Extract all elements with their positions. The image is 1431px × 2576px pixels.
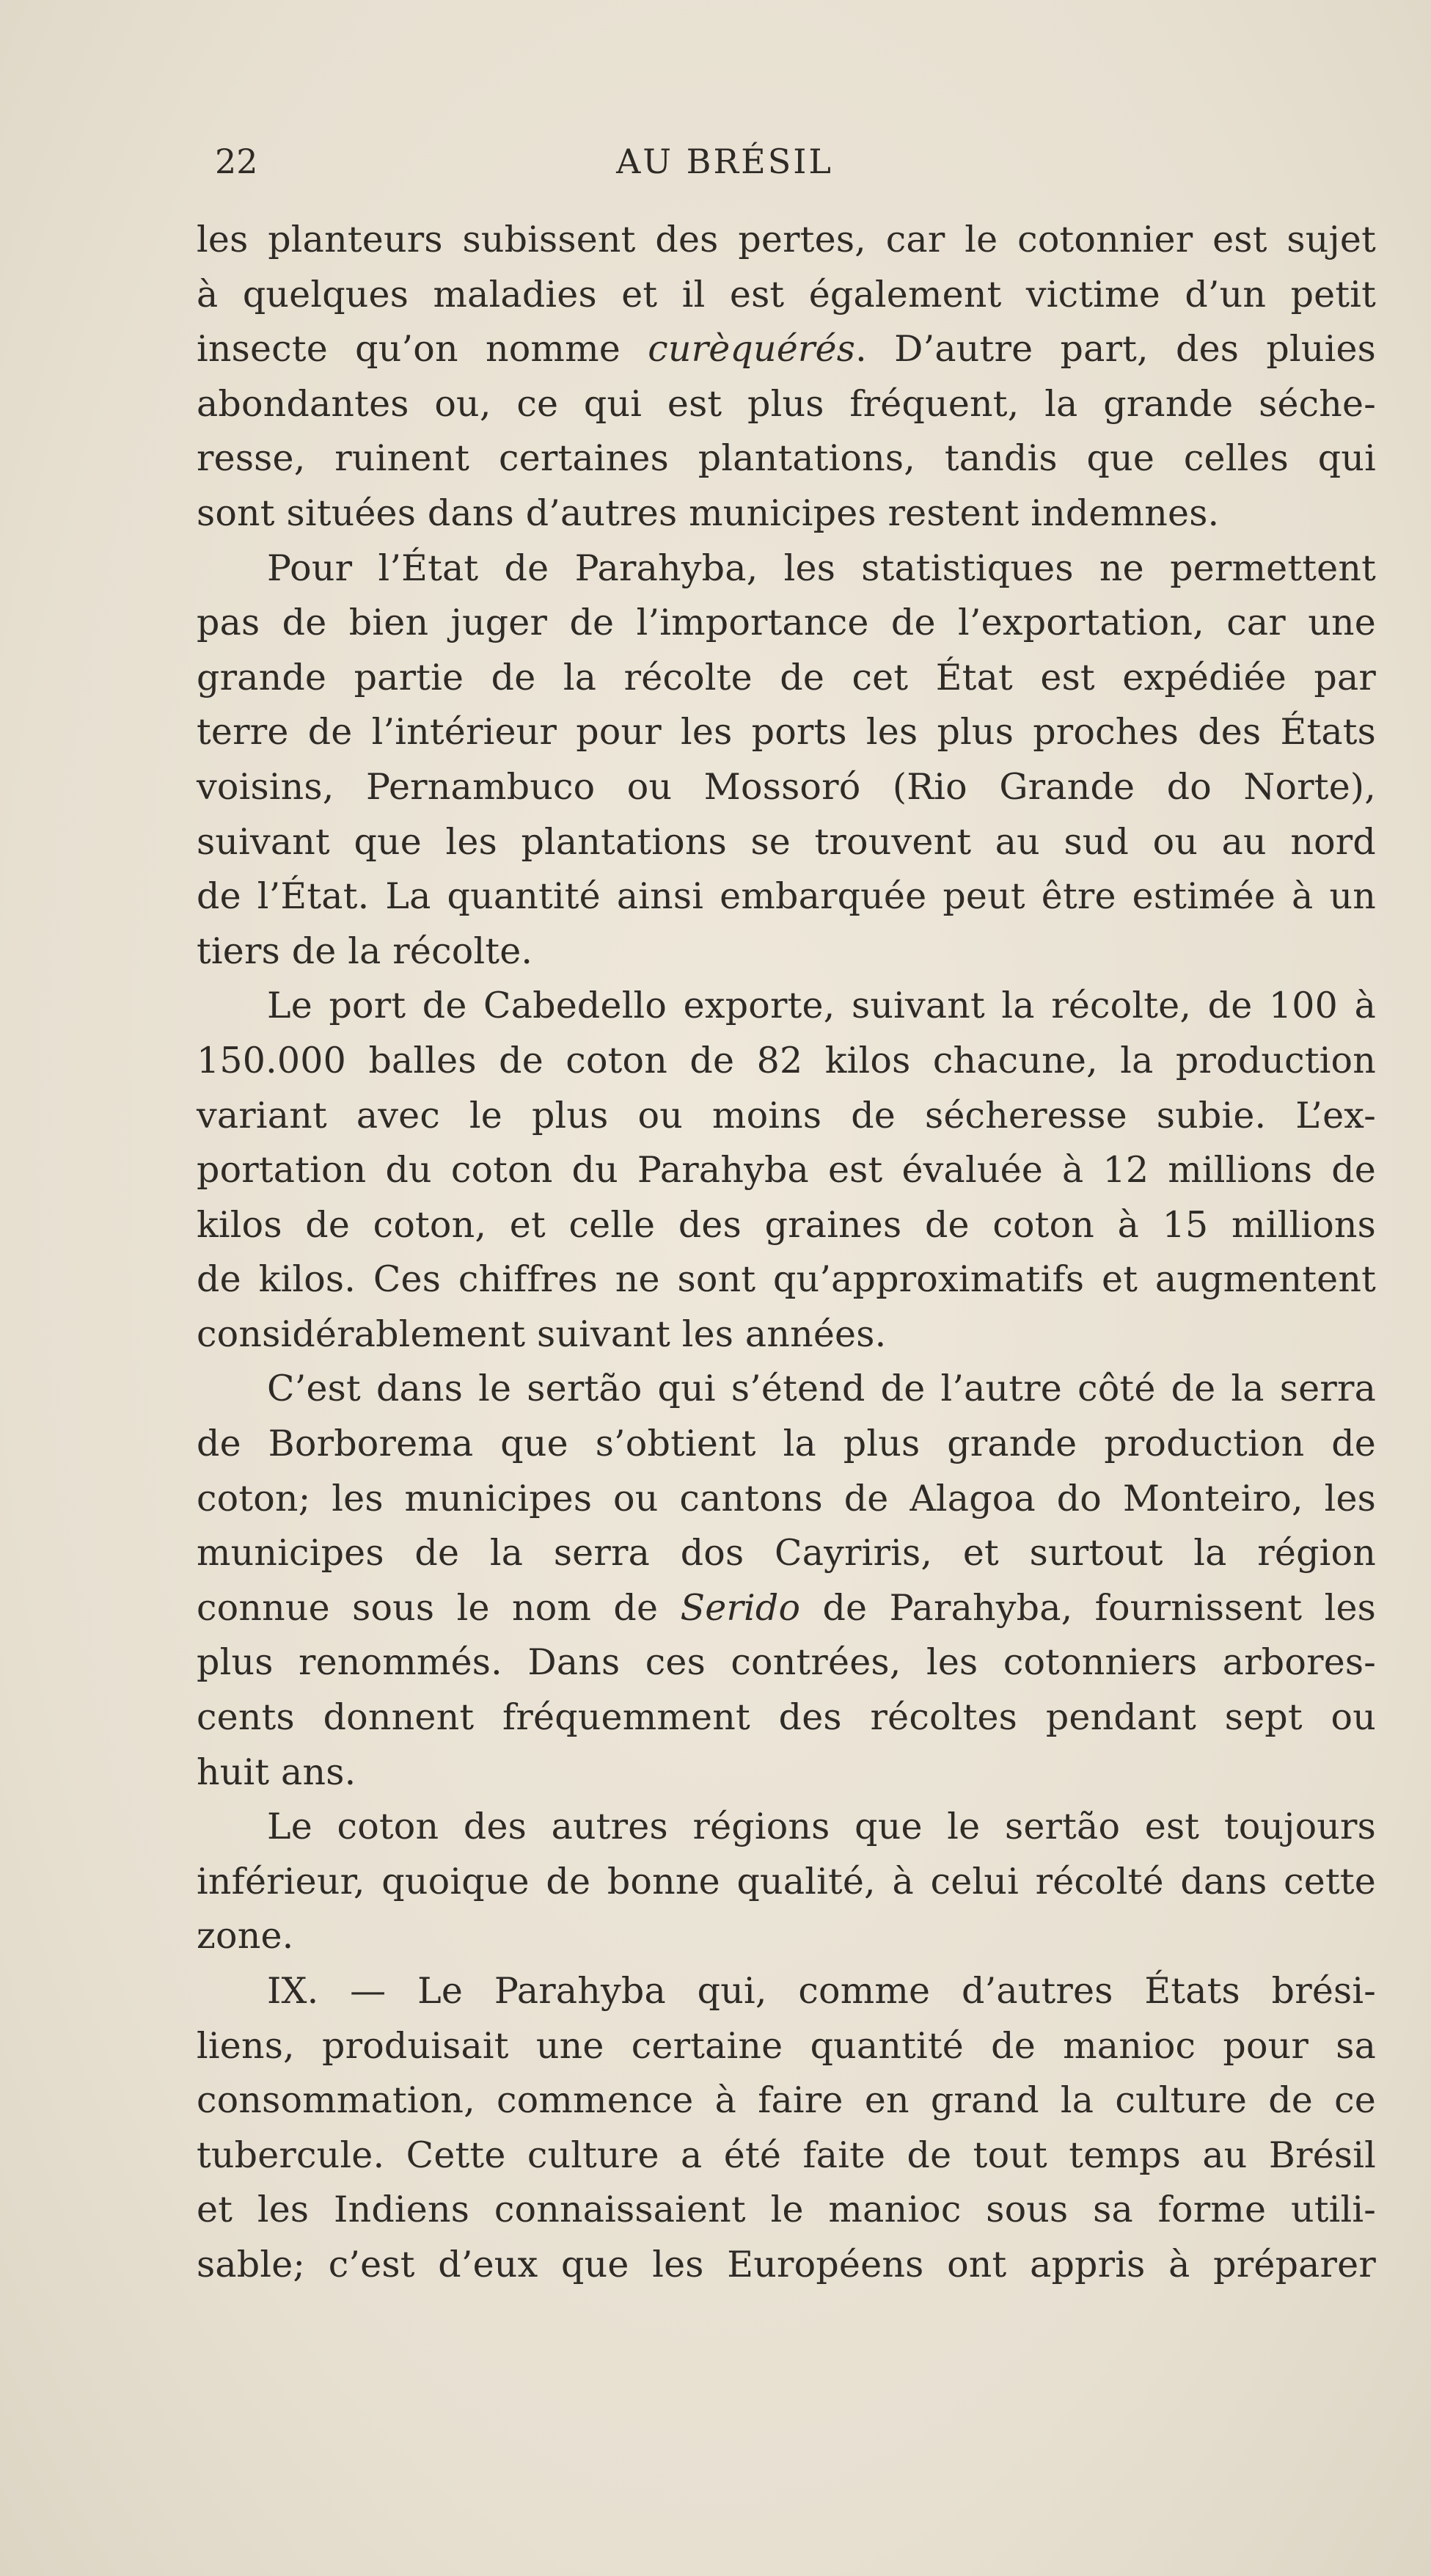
text-line: considérablement suivant les années. xyxy=(197,1313,887,1355)
text-line: resse, ruinent certaines plantations, tandis que celles qui xyxy=(197,437,1376,480)
paragraph-first-line: Le coton des autres régions que le sertão est toujours xyxy=(267,1806,1376,1848)
text-line: 150.000 balles de coton de 82 kilos chacune, la production xyxy=(197,1039,1376,1081)
paragraph-first-line: Le port de Cabedello exporte, suivant la récolte, de 100 à xyxy=(267,985,1376,1027)
text-line: municipes de la serra dos Cayriris, et surtout la région xyxy=(197,1532,1376,1575)
text-line: voisins, Pernambuco ou Mossoró (Rio Grande do Norte), xyxy=(197,765,1376,808)
page-number: 22 xyxy=(215,142,258,181)
text-line: les planteurs subissent des pertes, car le cotonnier est sujet xyxy=(197,219,1376,260)
text-line: kilos de coton, et celle des graines de coton à 15 millions xyxy=(197,1203,1376,1246)
paragraph-first-line: C’est dans le sertão qui s’étend de l’autre côté de la serra xyxy=(267,1368,1376,1410)
italic-place-name: Serido xyxy=(680,1586,801,1629)
text-line: terre de l’intérieur pour les ports les plus proches des États xyxy=(197,711,1376,754)
italic-term: curèquérés xyxy=(648,328,856,371)
paragraph-first-line: Pour l’État de Parahyba, les statistiques ne permettent xyxy=(267,547,1376,589)
text-line: plus renommés. Dans ces contrées, les cotonniers arbores- xyxy=(197,1641,1376,1684)
text-line: pas de bien juger de l’importance de l’exportation, car une xyxy=(197,602,1376,644)
text-line: sont situées dans d’autres municipes restent indemnes. xyxy=(197,492,1220,534)
body-text xyxy=(197,213,1376,2293)
text-line: grande partie de la récolte de cet État est expédiée par xyxy=(197,656,1376,698)
text-line: à quelques maladies et il est également victime d’un petit xyxy=(197,273,1376,315)
text-line: coton; les municipes ou cantons de Alagoa do Monteiro, les xyxy=(197,1477,1376,1519)
text-line: insecte qu’on nomme curèquérés. D’autre part, des pluies xyxy=(197,328,1376,371)
page-header xyxy=(197,139,1370,183)
text-line: suivant que les plantations se trouvent au sud ou au nord xyxy=(197,820,1376,863)
text-line: cents donnent fréquemment des récoltes pendant sept ou xyxy=(197,1696,1376,1739)
text-line: inférieur, quoique de bonne qualité, à celui récolté dans cette xyxy=(197,1860,1376,1902)
text-line: sable; c’est d’eux que les Européens ont appris à préparer xyxy=(197,2243,1376,2285)
text-line: abondantes ou, ce qui est plus fréquent, la grande séche- xyxy=(197,382,1376,425)
text-line: zone. xyxy=(197,1915,294,1957)
text-line: variant avec le plus ou moins de sécheresse subie. L’ex- xyxy=(197,1094,1376,1136)
text-line: de Borborema que s’obtient la plus grande production de xyxy=(197,1423,1376,1465)
text-line: de l’État. La quantité ainsi embarquée peut être estimée à un xyxy=(197,875,1376,918)
running-title: AU BRÉSIL xyxy=(616,142,833,181)
text-line: et les Indiens connaissaient le manioc sous sa forme utili- xyxy=(197,2189,1376,2231)
text-line: de kilos. Ces chiffres ne sont qu’approximatifs et augmentent xyxy=(197,1258,1376,1301)
text-line: huit ans. xyxy=(197,1751,356,1793)
section-start-line: IX. — Le Parahyba qui, comme d’autres États brési- xyxy=(267,1970,1376,2012)
text-line: tiers de la récolte. xyxy=(197,930,533,972)
text-line: consommation, commence à faire en grand la culture de ce xyxy=(197,2079,1376,2122)
text-line: connue sous le nom de Serido de Parahyba, fournissent les xyxy=(197,1586,1376,1629)
text-line: portation du coton du Parahyba est évaluée à 12 millions de xyxy=(197,1149,1376,1192)
text-line: tubercule. Cette culture a été faite de tout temps au Brésil xyxy=(197,2134,1376,2176)
text-line: liens, produisait une certaine quantité de manioc pour sa xyxy=(197,2024,1376,2067)
